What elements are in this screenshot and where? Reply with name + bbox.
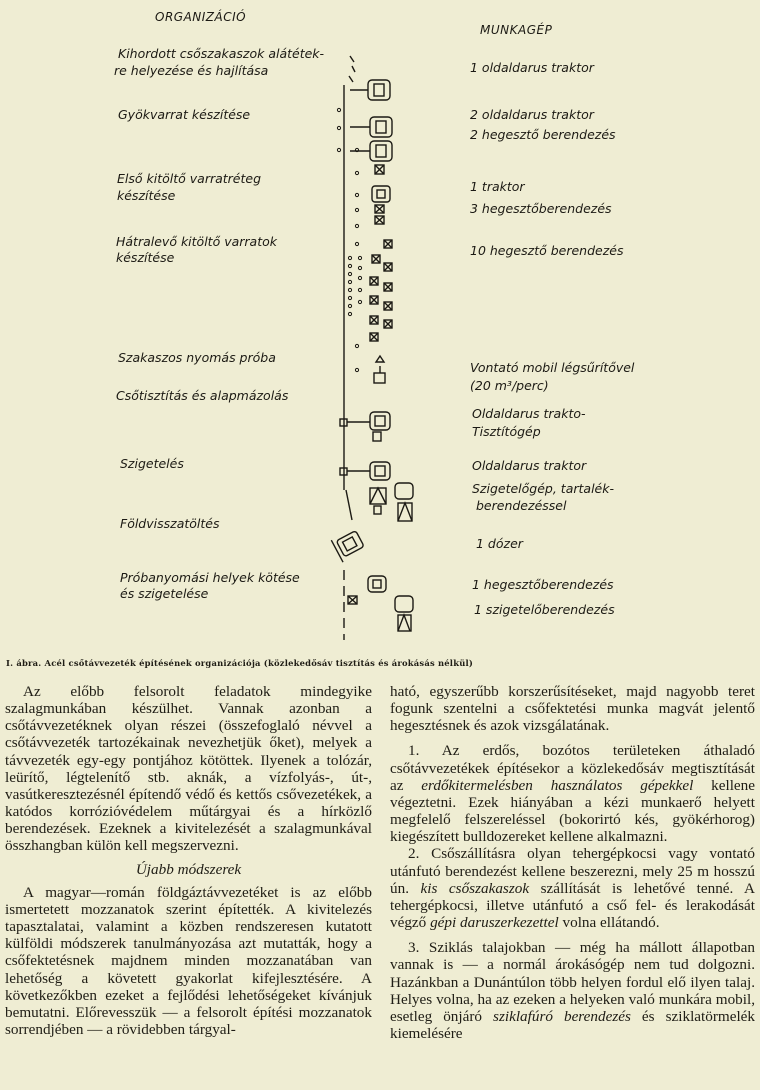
operation-label: Első kitöltő varratréteg bbox=[117, 171, 262, 186]
operation-label: Hátralevő kitöltő varratok bbox=[116, 234, 277, 249]
welder-icon bbox=[370, 296, 378, 304]
machine-label: 2 hegesztő berendezés bbox=[470, 127, 616, 142]
machine-label: 10 hegesztő berendezés bbox=[470, 243, 624, 258]
operation-label: Szigetelés bbox=[120, 456, 184, 471]
operation-label: készítése bbox=[117, 188, 176, 203]
insulating-machine-icon bbox=[370, 488, 386, 514]
insulating-machine-icon bbox=[395, 483, 413, 521]
paragraph: Az előbb felsorolt feladatok mindegyike szalagmunkában készülhet. Vannak azonban a csőtávvezetéknek olyan részei (összefoglaló névvel a csőtávvezeték tartozékainak nevezhetjük őket), melyek a távvezeték egy-egy pontjához kötöttek. Ilyenek a tolózár, leürítő, légtelenítő stb. aknák, a vízfolyás-, út-, vasútkeresztezésnél építendő védő és kettős csővezetékek, a katódos korrózióvédelem műtárgyai és a hírközlő berendezések. Ezeknek a kivitelezését a szalagmunkával összhangban külön kell megszervezni. bbox=[5, 683, 372, 855]
paragraph: 2. Csőszállításra olyan tehergépkocsi vagy vontató utánfutó berendezést kellene beszerezni, mely 25 m hosszú ún. kis csőszakaszok szállítását is lehetővé tenné. A tehergépkocsi, illetve utánfutó a cső fel- és lerakodását végző gépi daruszerkezettel volna ellátandó. bbox=[390, 845, 755, 932]
operation-label: és szigetelése bbox=[120, 586, 209, 601]
machine-label: 1 hegesztőberendezés bbox=[472, 577, 614, 592]
cleaning-machine-icon bbox=[373, 432, 381, 441]
machine-label: Vontató mobil légsűrítővel bbox=[470, 360, 635, 375]
machine-label: 3 hegesztőberendezés bbox=[470, 201, 612, 216]
machine-label: 1 szigetelőberendezés bbox=[474, 602, 615, 617]
welder-icon bbox=[384, 320, 392, 328]
welder-icon bbox=[348, 596, 357, 604]
machine-label: 1 dózer bbox=[476, 536, 523, 551]
operation-label: re helyezése és hajlítása bbox=[114, 63, 269, 78]
machine-label: 1 oldaldarus traktor bbox=[470, 60, 594, 75]
machine-label: Tisztítógép bbox=[472, 424, 541, 439]
section-title: Újabb módszerek bbox=[135, 860, 242, 878]
figure-caption: I. ábra. Acél csőtávvezeték építésének organizációja (közlekedősáv tisztítás és árokásás nélkül) bbox=[6, 658, 474, 668]
welder-icon bbox=[375, 216, 384, 224]
welder-icon bbox=[384, 263, 392, 271]
machine-label: berendezéssel bbox=[476, 498, 567, 513]
welder-icon bbox=[370, 333, 378, 341]
dozer-icon bbox=[331, 528, 366, 562]
sideboom-tractor-icon bbox=[368, 576, 386, 592]
welder-icon bbox=[375, 205, 384, 213]
paragraph: 1. Az erdős, bozótos területeken áthaladó csőtávvezetékek építésekor a közlekedősáv megtisztítását az erdőkitermelésben használatos gépekkel kellene végeztetni. Ezek hiányában a kézi munkaerő helyett megfelelő felszereléssel (bokorirtó kés, gyökérhorog) kiegészített bulldozereket kellene alkalmazni. bbox=[390, 742, 755, 846]
machine-label: Oldaldarus trakto- bbox=[472, 406, 586, 421]
sideboom-tractor-icon bbox=[350, 80, 390, 100]
welder-icon bbox=[370, 316, 378, 324]
paragraph: A magyar—román földgáztávvezetéket is az előbb ismertetett mozzanatok szerint építették. A kivitelezés tapasztalatai, valamint a közben rendszeresen kutatott külföldi módszerek tanulmányozása azt mutatták, hogy a csőfektetésnek majdnem minden mozzanatában van lehetőség a követett gyakorlat kifejlesztésére. A következőkben ezeket a fejlődési lehetőségeket kívánjuk bemutatni. Előrevesszük — a felsorolt építési mozzanatok sorrendjében — a rövidebben tárgyal- bbox=[5, 883, 372, 1038]
sideboom-tractor-icon bbox=[370, 462, 390, 480]
welder-icon bbox=[370, 277, 378, 285]
paragraph: 3. Sziklás talajokban — még ha mállott állapotban vannak is — a normál árokásógép nem tud dolgozni. Hazánkban a Dunántúlon több helyen fordul elő ilyen talaj. Helyes volna, ha az ezeken a helyeken való munkára mobil, esetleg önjáró sziklafúró berendezés és sziklatörmelék kiemelésére bbox=[390, 939, 756, 1042]
welder-icon bbox=[384, 302, 392, 310]
operation-label: Próbanyomási helyek kötése bbox=[120, 570, 300, 585]
insulating-machine-icon bbox=[395, 596, 413, 631]
welder-icon bbox=[384, 240, 392, 248]
operation-label: Csőtisztítás és alapmázolás bbox=[116, 388, 289, 403]
sideboom-tractor-icon bbox=[350, 117, 392, 137]
right-column bbox=[390, 683, 755, 1042]
operation-label: Szakaszos nyomás próba bbox=[118, 350, 276, 365]
welder-icon bbox=[375, 165, 384, 174]
operation-label: Földvisszatöltés bbox=[120, 516, 220, 531]
welder-icon bbox=[372, 255, 380, 263]
machine-label: 2 oldaldarus traktor bbox=[470, 107, 594, 122]
weld-joint-dots bbox=[337, 108, 361, 371]
machine-label: Oldaldarus traktor bbox=[472, 458, 587, 473]
welder-icon bbox=[384, 283, 392, 291]
compressor-icon bbox=[374, 356, 385, 383]
header-organization: ORGANIZÁCIÓ bbox=[155, 10, 247, 24]
header-machine: MUNKAGÉP bbox=[480, 23, 553, 37]
tractor-icon bbox=[372, 186, 390, 202]
machine-label: (20 m³/perc) bbox=[470, 378, 549, 393]
operation-label: Gyökvarrat készítése bbox=[118, 107, 251, 122]
pipeline-line bbox=[346, 490, 352, 520]
machine-label: 1 traktor bbox=[470, 179, 525, 194]
sideboom-tractor-icon bbox=[370, 412, 390, 430]
trench-mark bbox=[349, 56, 355, 82]
paragraph: ható, egyszerűbb korszerűsítéseket, majd nagyobb teret fogunk szentelni a csőfektetési munka magvát jelentő hegesztésnek és azok vizsgálatának. bbox=[390, 683, 755, 735]
machine-label: Szigetelőgép, tartalék- bbox=[472, 481, 614, 496]
operation-label: Kihordott csőszakaszok alátétek- bbox=[118, 46, 325, 61]
left-column bbox=[5, 683, 372, 1038]
operation-label: készítése bbox=[116, 250, 175, 265]
